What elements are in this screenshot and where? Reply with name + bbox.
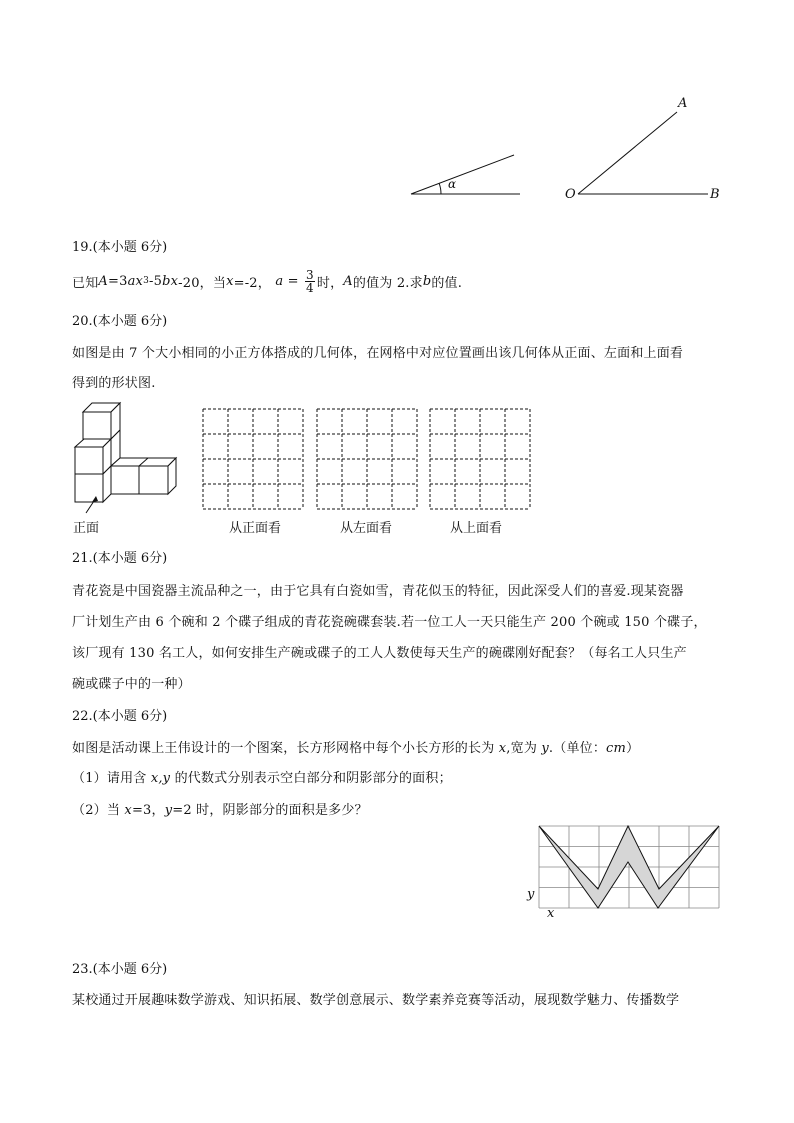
point-b-label: B (710, 187, 720, 202)
point-a-label: A (678, 96, 688, 111)
q21-line-4: 碗或碟子中的一种） (72, 677, 191, 692)
q20-line-1: 如图是由 7 个大小相同的小正方体搭成的几何体，在网格中对应位置画出该几何体从正面、左面和上面看 (72, 346, 684, 361)
q22-line-2: （1）请用含 x,y 的代数式分别表示空白部分和阴影部分的面积； (72, 771, 452, 786)
q20-heading: 20.(本小题 6分) (72, 314, 168, 329)
grid-label-left: 从左面看 (340, 521, 393, 536)
angle-alpha-label: α (448, 177, 457, 191)
q20-line-2: 得到的形状图. (72, 376, 156, 391)
q22-line-1: 如图是活动课上王伟设计的一个图案，长方形网格中每个小长方形的长为 x,宽为 y.（单位：cm） (72, 741, 640, 756)
fraction-3-4: $\frac{3}{4}$ (306, 267, 314, 295)
q21-heading: 21.(本小题 6分) (72, 551, 168, 566)
q22-label-y: y (527, 887, 535, 902)
q19-heading: 19.(本小题 6分) (72, 240, 168, 255)
grid-label-front: 从正面看 (229, 521, 282, 536)
q21-line-2: 厂计划生产由 6 个碗和 2 个碟子组成的青花瓷碗碟套装.若一位工人一天只能生产 200 个碗或 150 个碟子， (72, 615, 707, 630)
q21-line-1: 青花瓷是中国瓷器主流品种之一，由于它具有白瓷如雪，青花似玉的特征，因此深受人们的喜爱.现某瓷器 (72, 584, 684, 599)
front-label: 正面 (73, 521, 100, 536)
point-o-label: O (565, 187, 576, 202)
q22-heading: 22.(本小题 6分) (72, 709, 168, 724)
q23-heading: 23.(本小题 6分) (72, 962, 168, 977)
q23-line-1: 某校通过开展趣味数学游戏、知识拓展、数学创意展示、数学素养竞赛等活动，展现数学魅力、传播数学 (72, 993, 680, 1008)
q22-line-3: （2）当 x=3，y=2 时，阴影部分的面积是多少？ (72, 803, 368, 818)
q21-line-3: 该厂现有 130 名工人，如何安排生产碗或碟子的工人人数使每天生产的碗碟刚好配套？（每名工人只生产 (72, 646, 687, 661)
grid-label-top: 从上面看 (450, 521, 503, 536)
q22-label-x: x (547, 906, 555, 921)
q19-text: 已知 A =3 ax 3 -5 bx -20，当 x =-2， a = $\frac{3}{4}$ 时， A 的值为 2.求 b 的值. (72, 267, 463, 295)
